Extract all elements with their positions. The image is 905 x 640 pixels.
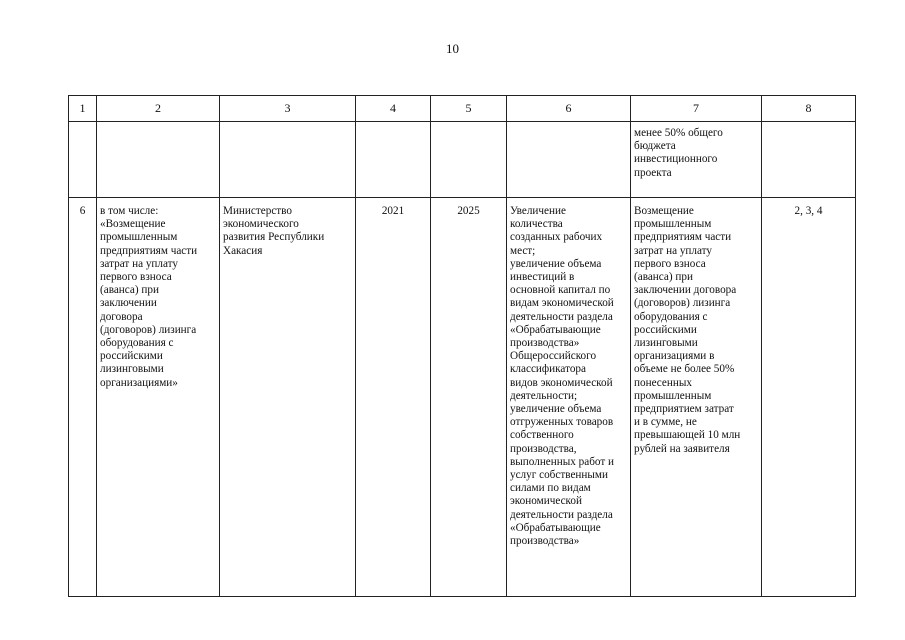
cell-measure-name: в том числе: «Возмещение промышленным предприятиям части затрат на уплату первого взноса (аванса) при заключении договора (договоров) лизинга оборудования с российскими лизинговыми организациями» bbox=[97, 198, 220, 597]
program-table bbox=[68, 95, 856, 597]
cell-start-year bbox=[356, 122, 431, 198]
header-cell: 5 bbox=[431, 96, 507, 122]
header-cell: 8 bbox=[762, 96, 856, 122]
table-row bbox=[69, 122, 856, 198]
cell-number: 6 bbox=[69, 198, 97, 597]
cell-description: менее 50% общего бюджета инвестиционного проекта bbox=[631, 122, 762, 198]
header-cell: 2 bbox=[97, 96, 220, 122]
table-row bbox=[69, 198, 856, 597]
cell-expected-result: Увеличение количества созданных рабочих мест; увеличение объема инвестиций в основной капитал по видам экономической деятельности раздела «Обрабатывающие производства» Общероссийского классификатора видов экономической деятельности; увеличение объема отгруженных товаров собственного производства, выполненных работ и услуг собственными силами по видам экономической деятельности раздела «Обрабатывающие производства» bbox=[507, 198, 631, 597]
cell-number bbox=[69, 122, 97, 198]
table-header-row bbox=[69, 96, 856, 122]
cell-executor: Министерство экономического развития Республики Хакасия bbox=[220, 198, 356, 597]
cell-start-year: 2021 bbox=[356, 198, 431, 597]
cell-end-year bbox=[431, 122, 507, 198]
header-cell: 7 bbox=[631, 96, 762, 122]
cell-executor bbox=[220, 122, 356, 198]
cell-expected-result bbox=[507, 122, 631, 198]
cell-measure-name bbox=[97, 122, 220, 198]
cell-end-year: 2025 bbox=[431, 198, 507, 597]
header-cell: 3 bbox=[220, 96, 356, 122]
cell-indicators bbox=[762, 122, 856, 198]
header-cell: 1 bbox=[69, 96, 97, 122]
page-number: 10 bbox=[446, 41, 459, 56]
header-cell: 4 bbox=[356, 96, 431, 122]
header-cell: 6 bbox=[507, 96, 631, 122]
cell-indicators: 2, 3, 4 bbox=[762, 198, 856, 597]
cell-description: Возмещение промышленным предприятиям части затрат на уплату первого взноса (аванса) при заключении договора (договоров) лизинга оборудования с российскими лизинговыми организациями в объеме не более 50% понесенных промышленным предприятием затрат и в сумме, не превышающей 10 млн рублей на заявителя bbox=[631, 198, 762, 597]
